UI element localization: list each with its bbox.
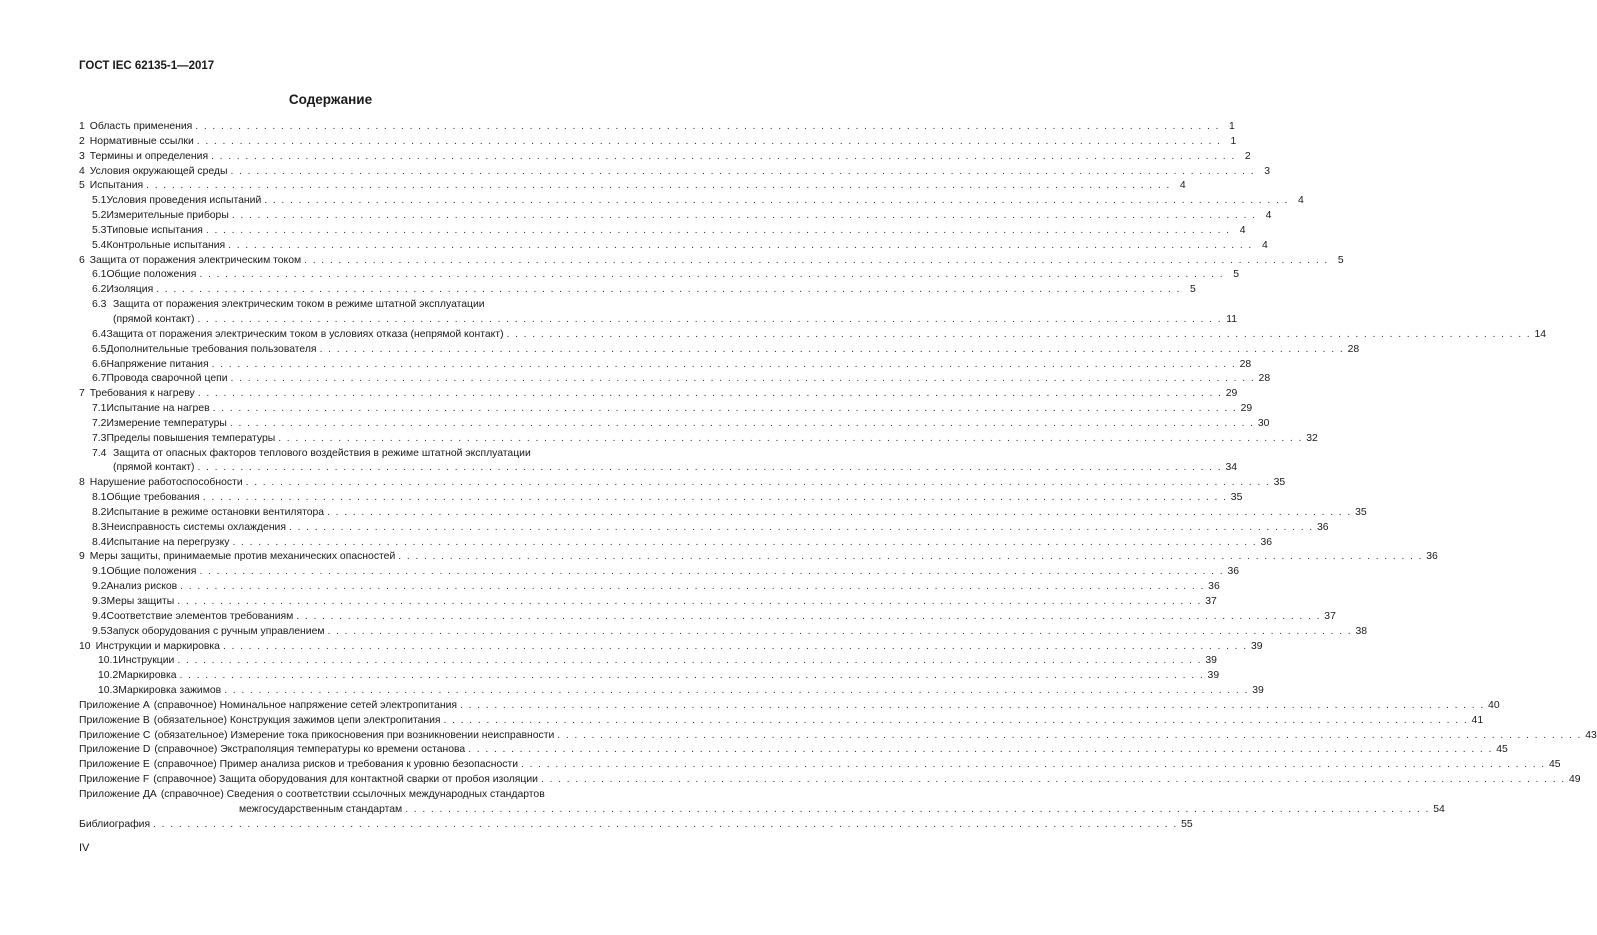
toc-entry-number: 10.1 [98,655,119,667]
toc-entry-title: (справочное) Сведения о соответствии ссылочных международных стандартов [160,788,545,800]
toc-entry-page: 37 [1205,596,1217,607]
toc-entry-continuation [79,803,1445,818]
toc-entry-page: 55 [1181,818,1193,830]
toc-entry-page: 39 [1205,655,1217,667]
dot-leader [304,254,1329,269]
toc-entry-number: 5.1 [92,195,107,207]
toc-entry-title: Защита от поражения электрическим током в режиме штатной эксплуатации [113,299,485,311]
toc-entry[interactable] [79,254,1344,269]
toc-entry-number: 6.5 [92,343,107,355]
toc-entry-title: Общие положения [106,269,197,281]
dot-leader [197,461,1222,476]
toc-entry-page: 4 [1261,239,1268,251]
toc-entry[interactable] [79,491,1243,506]
toc-entry-title: (обязательное) Конструкция зажимов цепи электропитания [153,714,441,726]
toc-entry-number: 1 [79,121,85,132]
dot-leader [444,714,1469,729]
toc-entry-title: Условия окружающей среды [89,165,228,177]
toc-entry-title: Маркировка [118,670,177,682]
page-number: IV [79,842,90,854]
toc-entry-page: 29 [1225,388,1238,400]
toc-entry-number: 9.2 [92,581,107,593]
toc-entry-number: 7.2 [92,417,107,429]
toc-entry-number: 9.5 [92,625,107,637]
toc-entry-title: Контрольные испытания [106,239,226,251]
toc-entry[interactable] [79,387,1238,402]
toc-entry-title: Нормативные ссылки [89,135,194,147]
toc-entry-number: 9 [79,551,85,563]
toc-entry-page: 32 [1306,432,1318,444]
toc-entry[interactable] [79,610,1336,625]
dot-leader [521,758,1546,773]
toc-entry[interactable] [79,343,1360,358]
toc-entry-title: Дополнительные требования пользователя [106,343,317,355]
toc-entry-title: Термины и определения [89,150,209,162]
dot-leader [206,224,1231,239]
dot-leader [460,699,1485,714]
toc-entry[interactable] [79,550,1438,565]
toc-entry-title: Общие положения [106,566,197,578]
toc-entry[interactable] [79,194,1304,209]
toc-entry-number: 6.2 [92,284,107,296]
toc-entry[interactable] [79,595,1217,610]
toc-entry-title-continued: межгосударственным стандартам [239,803,403,815]
dot-leader [224,684,1249,699]
toc-entry-continuation [79,313,1238,328]
toc-entry-number: Приложение F [79,774,150,786]
toc-entry-title: Неисправность системы охлаждения [106,521,286,533]
toc-entry[interactable] [79,476,1286,491]
toc-entry-number: 10.2 [98,670,119,682]
toc-entry-page: 5 [1337,254,1344,266]
toc-entry[interactable] [79,580,1220,595]
toc-entry[interactable] [79,150,1251,165]
dot-leader [199,268,1224,283]
toc-entry-number: 5.4 [92,239,107,251]
toc-entry-page: 14 [1534,328,1547,340]
toc-entry-number: Приложение В [79,714,150,726]
toc-entry[interactable] [79,818,1193,833]
toc-entry[interactable] [79,729,1597,744]
table-of-contents [79,120,1597,833]
toc-entry[interactable] [79,447,614,462]
toc-entry-title: Измерение температуры [106,417,227,429]
toc-entry-number: 8 [79,477,85,489]
toc-entry[interactable] [79,536,1273,551]
toc-entry-number: Приложение Е [79,759,150,771]
toc-entry[interactable] [79,268,1239,283]
dot-leader [296,610,1321,625]
toc-entry-title: Общие требования [106,492,200,504]
toc-entry-page: 35 [1230,492,1243,504]
toc-entry-title: Условия проведения испытаний [106,195,262,207]
toc-entry[interactable] [79,328,1547,343]
toc-entry-title: Требования к нагреву [89,388,195,400]
toc-entry-number: 8.1 [92,492,107,504]
toc-entry-page: 2 [1244,150,1251,162]
toc-entry-title: Испытание на нагрев [106,403,210,415]
toc-entry-page: 45 [1496,744,1508,756]
toc-entry-page: 35 [1355,506,1367,518]
dot-leader [197,135,1222,150]
dot-leader [246,476,1271,491]
toc-entry-title-continued: (прямой контакт) [113,313,195,325]
toc-entry-title: Нарушение работоспособности [89,477,243,489]
dot-leader [180,580,1205,595]
toc-entry-page: 39 [1207,670,1220,682]
toc-entry-number: 9.1 [92,566,107,578]
dot-leader [199,565,1224,580]
toc-entry[interactable] [79,640,1263,655]
toc-entry-number: Приложение А [79,699,150,711]
toc-entry-number: 5.3 [92,224,107,236]
toc-entry-title: Инструкции [118,655,175,667]
toc-entry-number: 10.3 [98,685,119,697]
toc-entry-page: 36 [1426,551,1438,563]
toc-entry-title: Меры защиты [106,596,175,607]
dot-leader [228,239,1253,254]
dot-leader [320,343,1345,358]
toc-entry-title: Область применения [89,121,193,132]
toc-entry[interactable] [79,298,614,313]
toc-entry-number: 6.6 [92,358,107,370]
toc-entry[interactable] [79,120,1235,135]
toc-entry-title: Пределы повышения температуры [106,432,276,444]
toc-entry-number: Приложение D [79,744,151,756]
toc-entry-page: 4 [1239,224,1246,236]
toc-entry[interactable] [79,283,1196,298]
toc-entry[interactable] [79,165,1271,180]
toc-entry-page: 28 [1347,343,1360,355]
toc-entry[interactable] [79,758,1561,773]
toc-entry-page: 34 [1225,462,1238,474]
toc-entry-number: 6.3 [92,299,107,311]
toc-entry-number: Приложение С [79,729,151,741]
toc-entry-number: 7 [79,388,85,400]
toc-entry-number: 7.3 [92,432,107,444]
toc-entry-title: Напряжение питания [106,358,209,370]
toc-entry-page: 43 [1585,729,1597,741]
toc-entry-page: 37 [1324,610,1336,622]
toc-entry-page: 4 [1298,195,1304,207]
dot-leader [289,521,1314,536]
toc-entry-page: 4 [1179,180,1186,192]
toc-entry-title: Запуск оборудования с ручным управлением [106,625,325,637]
toc-entry-number: 5.2 [92,210,107,222]
toc-entry[interactable] [79,654,1217,669]
dot-leader [541,773,1566,788]
toc-entry[interactable] [79,506,1367,521]
dot-leader [468,743,1493,758]
dot-leader [211,150,1236,165]
dot-leader [198,387,1223,402]
toc-entry-title: Испытания [89,180,144,192]
toc-entry[interactable] [79,743,1508,758]
toc-entry[interactable] [79,179,1186,194]
toc-entry-number: 9.3 [92,596,107,607]
toc-entry-title: Изоляция [106,284,154,296]
toc-entry-number: 8.2 [92,506,107,518]
toc-entry-page: 11 [1226,313,1238,325]
toc-entry-title: (справочное) Защита оборудования для контактной сварки от пробоя изоляции [153,774,538,786]
dot-leader [230,417,1255,432]
dot-leader [507,328,1532,343]
toc-entry[interactable] [79,625,1368,640]
toc-entry-page: 45 [1549,759,1561,771]
toc-entry-page: 5 [1233,269,1239,281]
dot-leader [232,536,1257,551]
toc-entry-title: (справочное) Пример анализа рисков и требования к уровню безопасности [153,759,519,771]
dot-leader [213,402,1238,417]
toc-entry-number: 7.1 [92,403,107,415]
toc-entry-page: 3 [1264,165,1271,177]
toc-entry-number: Приложение ДА [79,788,157,800]
toc-entry-title: Защита от поражения электрическим током [89,254,302,266]
toc-entry-continuation [79,461,1238,476]
toc-entry[interactable] [79,714,1484,729]
toc-entry-page: 30 [1257,417,1270,429]
toc-entry[interactable] [79,669,1220,684]
toc-entry-page: 36 [1227,566,1239,578]
toc-entry-page: 29 [1240,403,1253,415]
dot-leader [180,669,1205,684]
dot-leader [327,506,1352,521]
dot-leader [203,491,1228,506]
dot-leader [156,283,1181,298]
toc-entry-number: 5 [79,180,85,192]
dot-leader [177,595,1202,610]
dot-leader [328,625,1353,640]
dot-leader [197,313,1222,328]
toc-title: Содержание [288,92,373,107]
toc-entry-page: 54 [1433,803,1445,815]
toc-entry-page: 36 [1317,521,1329,533]
dot-leader [177,654,1202,669]
dot-leader [195,120,1220,135]
toc-entry-title: Типовые испытания [106,224,203,236]
toc-entry-title: Измерительные приборы [106,210,229,222]
toc-entry-title: Маркировка зажимов [118,685,222,697]
toc-entry-title: Испытание на перегрузку [106,536,230,548]
toc-entry-number: 9.4 [92,610,107,622]
toc-entry-page: 38 [1355,625,1368,637]
toc-entry-page: 28 [1239,358,1252,370]
toc-entry[interactable] [79,565,1239,580]
toc-entry-page: 4 [1265,210,1272,222]
toc-entry-number: 7.4 [92,447,107,459]
toc-entry-title: (справочное) Номинальное напряжение сетей электропитания [153,699,458,711]
toc-entry[interactable] [79,224,1246,239]
dot-leader [278,432,1303,447]
dot-leader [264,194,1289,209]
toc-entry[interactable] [79,699,1500,714]
toc-entry-page: 41 [1471,714,1484,726]
toc-entry[interactable] [79,135,1237,150]
toc-entry-number: 8.4 [92,536,107,548]
toc-entry-title-continued: (прямой контакт) [113,462,195,474]
toc-entry-title: Провода сварочной цепи [106,373,228,385]
dot-leader [223,640,1248,655]
dot-leader [146,179,1171,194]
toc-entry-number: 6.1 [92,269,107,281]
toc-entry-number: 10 [79,640,91,652]
toc-entry-number: 6.7 [92,373,107,385]
toc-entry[interactable] [79,521,1329,536]
toc-entry[interactable] [79,417,1270,432]
toc-entry-page: 40 [1488,699,1500,711]
toc-entry-number: 3 [79,150,85,162]
toc-entry-title: Инструкции и маркировка [95,640,220,652]
toc-entry[interactable] [79,372,1271,387]
toc-entry-page: 35 [1273,477,1286,489]
toc-entry[interactable] [79,402,1253,417]
toc-entry-page: 39 [1252,685,1264,697]
dot-leader [232,209,1257,224]
toc-entry-number: 2 [79,135,85,147]
toc-entry-page: 36 [1260,536,1273,548]
toc-entry-page: 5 [1189,284,1196,296]
toc-entry[interactable] [79,358,1252,373]
dot-leader [231,372,1256,387]
toc-entry-page: 1 [1230,135,1237,147]
toc-entry[interactable] [79,239,1268,254]
toc-entry[interactable] [79,788,614,803]
toc-entry-title: Меры защиты, принимаемые против механических опасностей [89,551,396,563]
toc-entry-number: 6.4 [92,328,107,340]
toc-entry-title: Испытание в режиме остановки вентилятора [106,506,325,518]
toc-entry-number: 6 [79,254,85,266]
toc-entry-title: (справочное) Экстраполяция температуры ко времени останова [154,744,466,756]
document-header: ГОСТ IEC 62135-1—2017 [79,60,215,72]
toc-entry-title: (обязательное) Измерение тока прикосновения при возникновении неисправности [154,729,555,741]
toc-entry[interactable] [79,684,1264,699]
dot-leader [230,165,1255,180]
toc-entry-page: 28 [1258,373,1271,385]
toc-entry[interactable] [79,209,1272,224]
toc-entry-title: Защита от поражения электрическим током в условиях отказа (непрямой контакт) [106,328,504,340]
toc-entry-title: Анализ рисков [106,581,178,593]
toc-entry-title: Защита от опасных факторов теплового воздействия в режиме штатной эксплуатации [113,447,531,459]
toc-entry-page: 36 [1208,581,1220,593]
toc-entry-title: Соответствие элементов требованиям [106,610,294,622]
dot-leader [398,550,1423,565]
toc-entry-number: 4 [79,165,85,177]
dot-leader [405,803,1430,818]
toc-entry-title: Библиография [79,818,151,830]
toc-entry-page: 49 [1569,774,1581,786]
toc-entry-page: 39 [1250,640,1263,652]
toc-entry-page: 1 [1229,121,1235,132]
dot-leader [212,358,1237,373]
dot-leader [153,818,1178,833]
toc-entry[interactable] [79,773,1581,788]
dot-leader [557,729,1582,744]
toc-entry-number: 8.3 [92,521,107,533]
toc-entry[interactable] [79,432,1318,447]
